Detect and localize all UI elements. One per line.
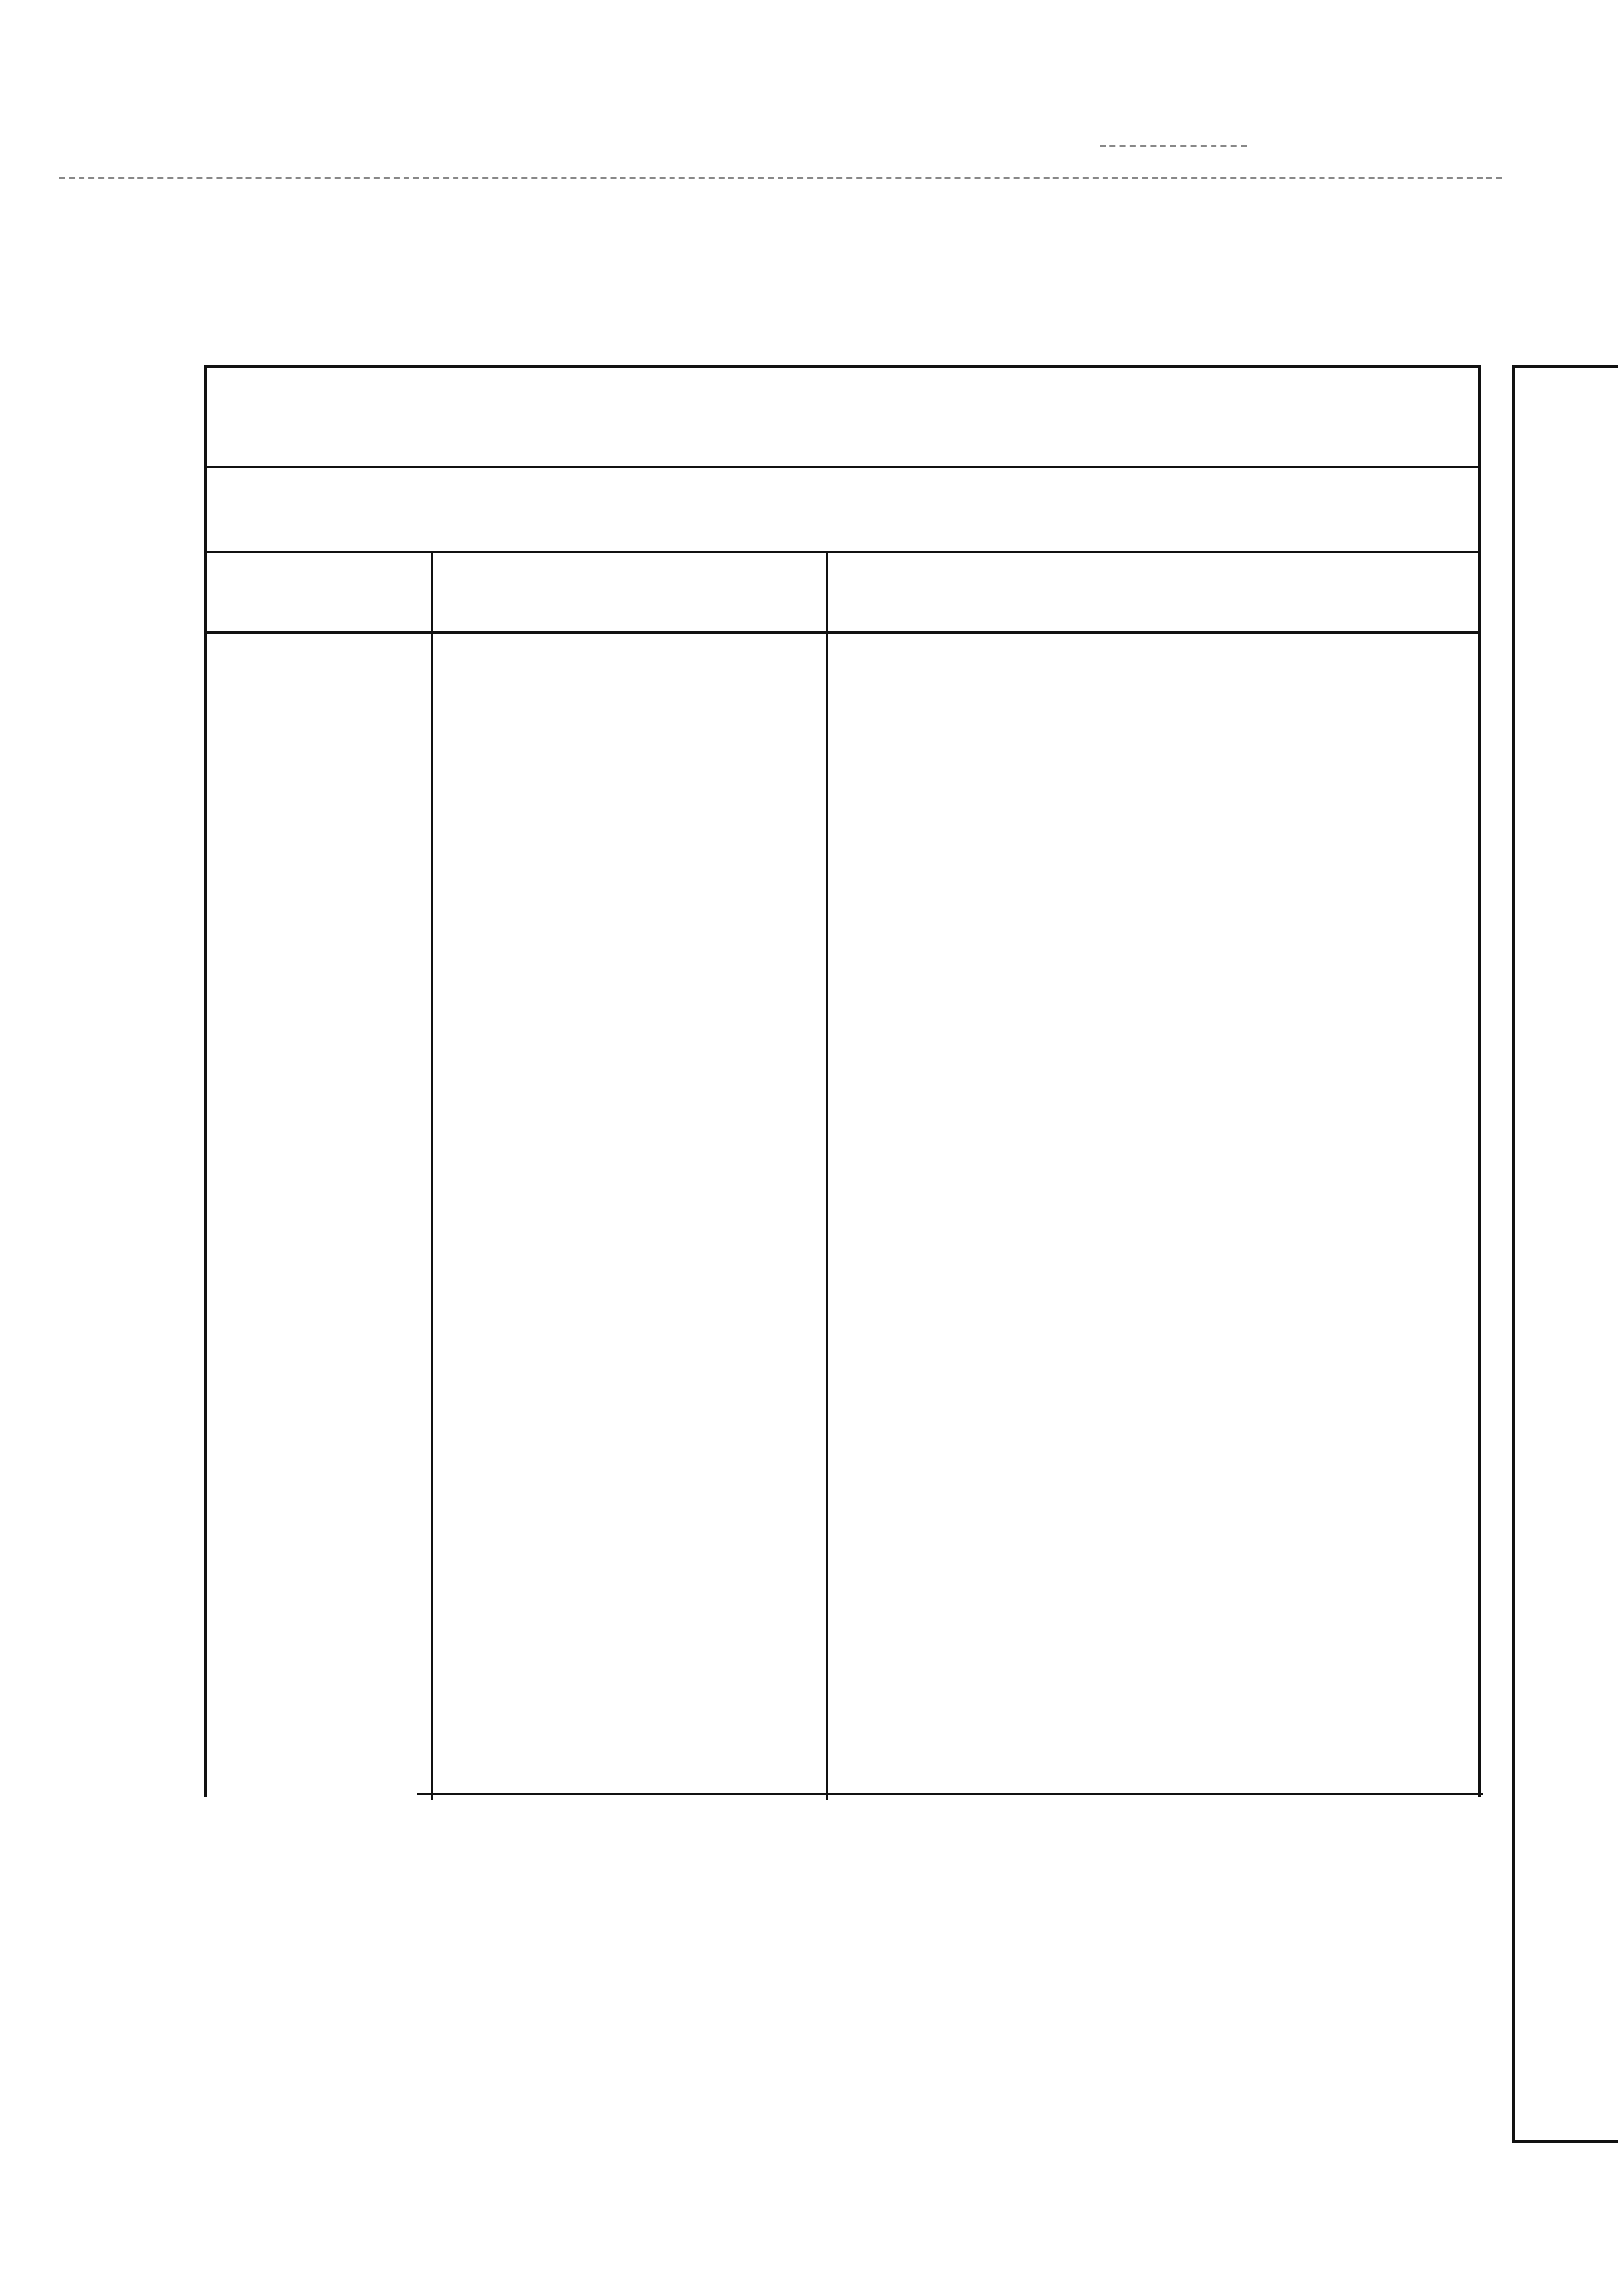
header-row xyxy=(207,551,1478,634)
column-divider xyxy=(826,551,828,1800)
table-bottom-line xyxy=(417,1793,1483,1795)
form-frame xyxy=(204,365,1481,1797)
adjacent-page-frame xyxy=(1512,365,1618,2143)
column-divider xyxy=(431,551,433,1800)
header-change-content xyxy=(207,551,431,631)
scan-edge-line xyxy=(59,177,1502,179)
section-row xyxy=(207,466,1478,553)
title-row xyxy=(207,368,1478,468)
header-approval-number xyxy=(433,551,826,631)
scan-edge-line xyxy=(1100,145,1247,147)
header-completion-content xyxy=(828,551,1483,631)
